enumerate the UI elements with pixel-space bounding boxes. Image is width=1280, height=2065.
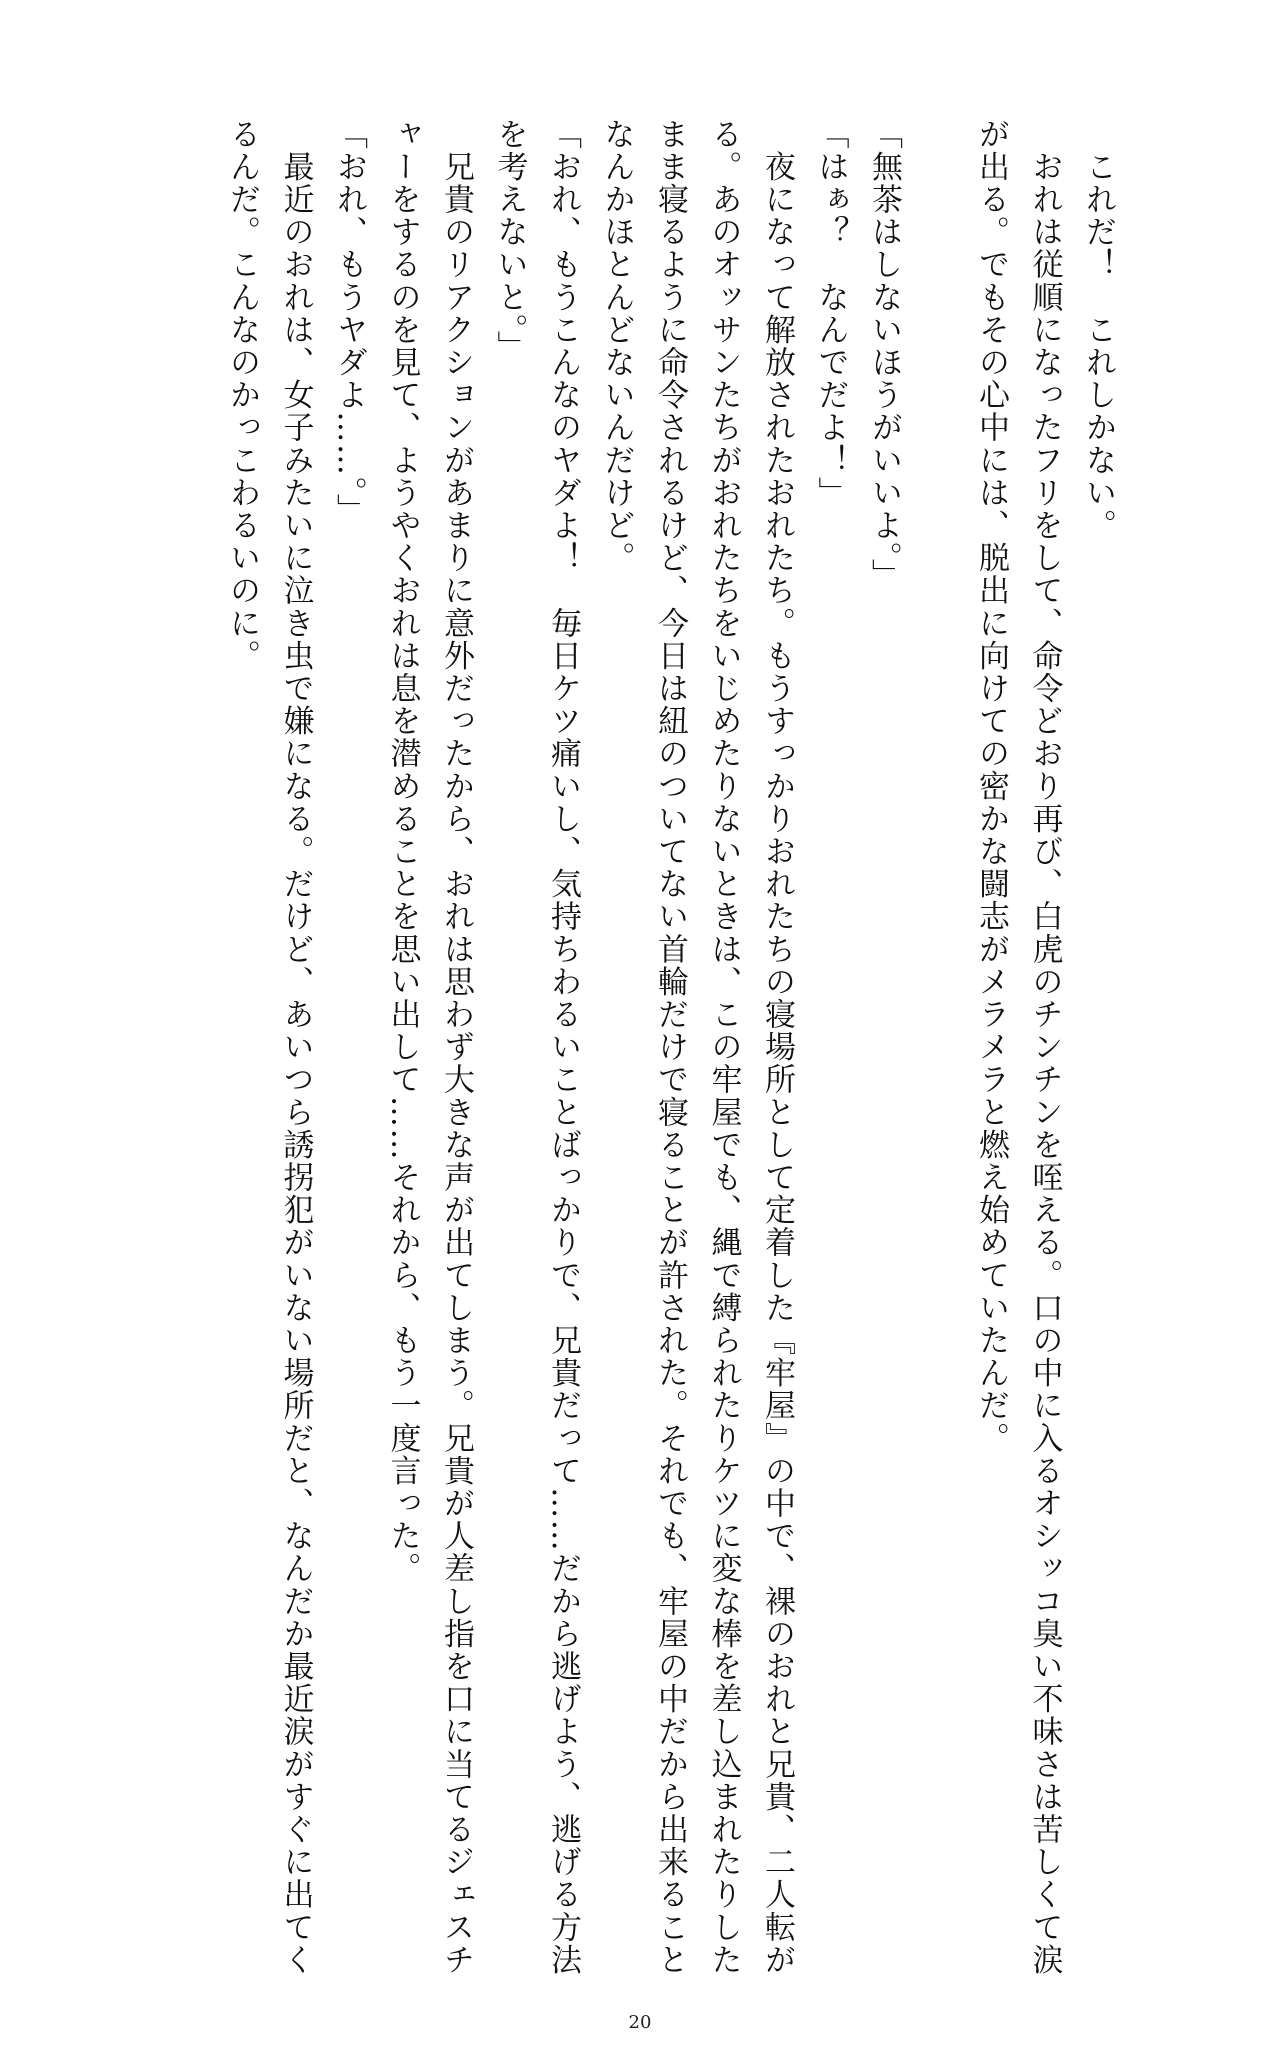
text-line: なんかほとんどないんだけど。 <box>598 118 635 575</box>
text-line: る。あのオッサンたちがおれたちをいじめたりないときは、この牢屋でも、縄で縛られたりケツに変な棒を差し込まれたりした <box>705 118 742 1977</box>
page-number: 20 <box>628 2012 652 2033</box>
vertical-text-body <box>215 118 1125 1977</box>
text-line: 最近のおれは、女子みたいに泣き虫で嫌になる。だけど、あいつら誘拐犯がいない場所だと、なんだか最近涙がすぐに出てく <box>277 118 314 1977</box>
text-line: 兄貴のリアクションがあまりに意外だったから、おれは思わず大きな声が出てしまう。兄貴が人差し指を口に当てるジェスチ <box>438 118 474 1977</box>
text-line: 「無茶はしないほうがいいよ。」 <box>866 118 902 592</box>
text-line: まま寝るように命令されるけど、今日は紐のついてない首輪だけで寝ることが許された。それでも、牢屋の中だから出来ること <box>652 118 688 1977</box>
text-line: ャーをするのを見て、ようやくおれは息を潜めることを思い出して……それから、もう一度言った。 <box>384 118 421 1585</box>
text-line: を考えないと。」 <box>491 118 528 364</box>
text-line: 「はぁ？ なんでだよ！」 <box>812 118 849 510</box>
text-line: 「おれ、もうこんなのヤダよ！ 毎日ケツ痛いし、気持ちわるいことばっかりで、兄貴だって……だから逃げよう、逃げる方法 <box>545 118 581 1977</box>
text-line: が出る。でもその心中には、脱出に向けての密かな闘志がメラメラと燃え始めていたんだ。 <box>973 118 1009 1455</box>
text-line: るんだ。こんなのかっこわるいのに。 <box>224 118 260 673</box>
text-line: おれは従順になったフリをして、命令どおり再び、白虎のチンチンを咥える。口の中に入るオシッコ臭い不味さは苦しくて涙 <box>1026 118 1063 1977</box>
text-line: 夜になって解放されたおれたち。もうすっかりおれたちの寝場所として定着した『牢屋』の中で、裸のおれと兄貴、二人転が <box>759 118 795 1977</box>
text-line: これだ！ これしかない。 <box>1080 118 1116 542</box>
blank-line <box>910 118 964 1618</box>
text-line: 「おれ、もうヤダよ……。」 <box>331 118 367 527</box>
